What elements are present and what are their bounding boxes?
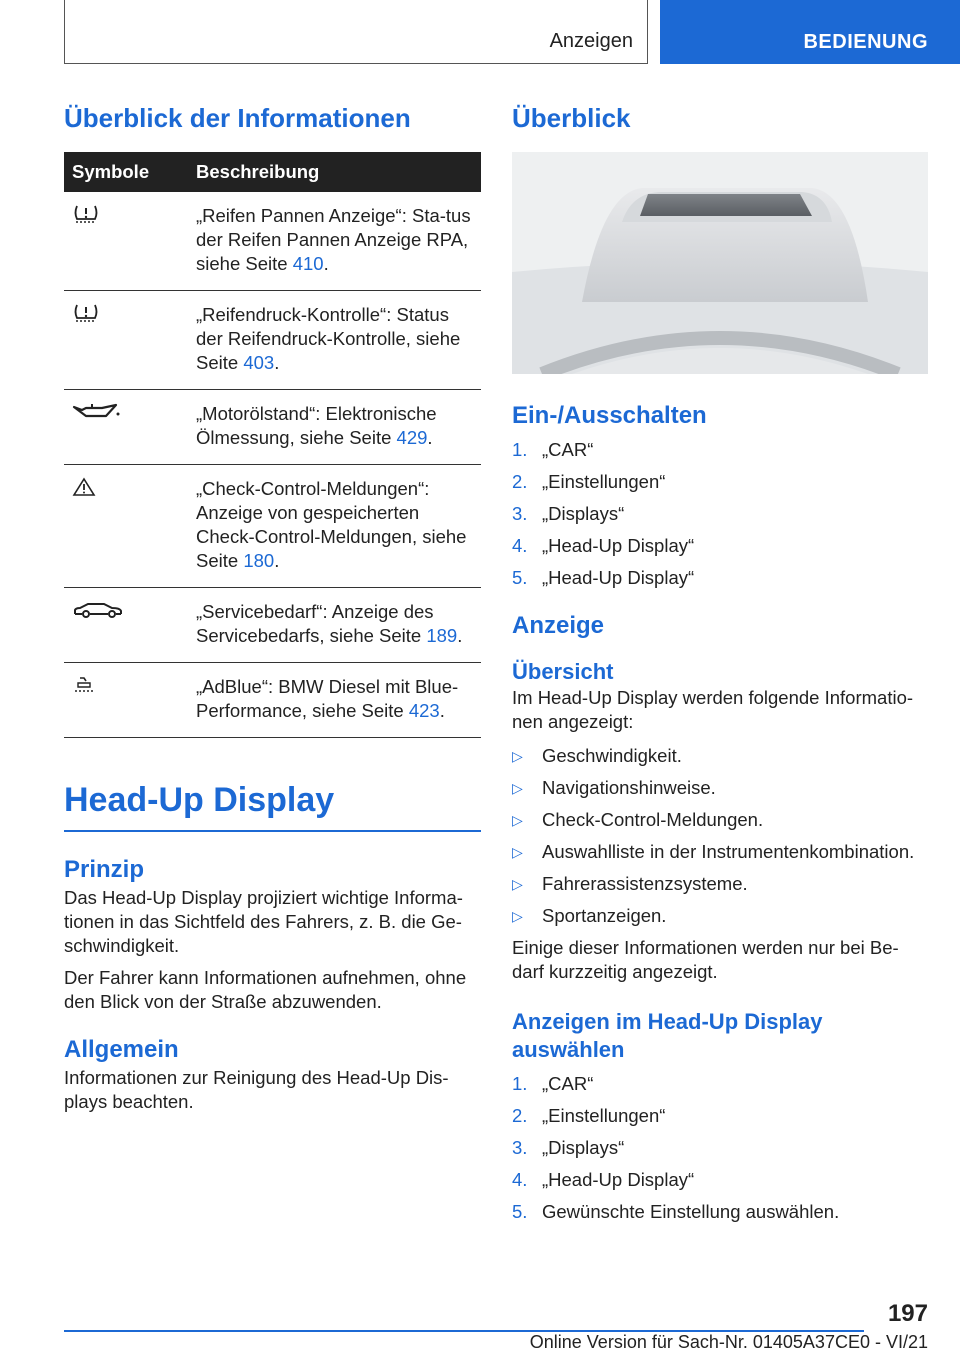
car-service-icon	[72, 600, 180, 620]
header-chapter-tab	[660, 0, 960, 64]
page-number: 197	[887, 1300, 928, 1327]
list-item: 4. „Head-Up Display“	[512, 1169, 695, 1190]
row-desc: „Reifen Pannen Anzeige“: Sta-tus der Reifen Pannen Anzeige RPA, siehe Seite	[196, 205, 471, 274]
list-item: 1. „CAR“	[512, 439, 594, 460]
step-text: „Displays“	[542, 1137, 625, 1158]
tire-pressure-icon	[72, 303, 180, 323]
page-link[interactable]: 180	[243, 550, 275, 571]
page-link[interactable]: 423	[408, 700, 440, 721]
item-text: Navigationshinweise.	[542, 777, 716, 798]
step-text: „Head-Up Display“	[542, 535, 695, 556]
row-end: .	[457, 625, 463, 646]
step-text: „Displays“	[542, 503, 625, 524]
uebersicht-intro: Im Head-Up Display werden folgende Informatio-nen angezeigt:	[512, 687, 914, 732]
header-chapter-label: BEDIENUNG	[803, 31, 928, 53]
list-item: 2. „Einstellungen“	[512, 1105, 666, 1126]
uebersicht-list	[512, 744, 928, 928]
symbols-table	[64, 152, 481, 738]
allgemein-paragraph: Informationen zur Reinigung des Head-Up Dis-plays beachten.	[64, 1067, 449, 1112]
row-desc: „Motorölstand“: Elektronische Ölmessung, siehe Seite	[196, 403, 437, 448]
row-desc: „Servicebedarf“: Anzeige des Servicebedarfs, siehe Seite	[196, 601, 434, 646]
list-item	[512, 904, 928, 928]
item-text: Fahrerassistenzsysteme.	[542, 873, 748, 894]
table-title: Überblick der Informationen	[64, 103, 411, 133]
page-link[interactable]: 410	[292, 253, 324, 274]
bullet-triangle-icon: ▷	[512, 748, 523, 764]
uebersicht-heading: Übersicht	[512, 659, 614, 684]
list-item	[512, 840, 928, 864]
list-item: 4. „Head-Up Display“	[512, 535, 695, 556]
bullet-triangle-icon: ▷	[512, 876, 523, 892]
list-item	[512, 872, 928, 896]
step-text: „CAR“	[542, 439, 594, 460]
oil-can-icon	[72, 402, 180, 422]
row-end: .	[323, 253, 329, 274]
hud-heading: Head-Up Display	[64, 776, 481, 832]
row-end: .	[427, 427, 433, 448]
left-column	[64, 100, 481, 1114]
table-row	[64, 291, 481, 390]
page-link[interactable]: 429	[396, 427, 428, 448]
table-row	[64, 663, 481, 738]
step-text: „CAR“	[542, 1073, 594, 1094]
list-item: 3. „Displays“	[512, 503, 625, 524]
prinzip-paragraph-1: Das Head-Up Display projiziert wichtige Informa-tionen in das Sichtfeld des Fahrers, z. B. die Ge-schwindigkeit.	[64, 887, 463, 956]
item-text: Geschwindigkeit.	[542, 745, 682, 766]
list-item: 5. Gewünschte Einstellung auswählen.	[512, 1201, 840, 1222]
ueberblick-heading: Überblick	[512, 103, 631, 133]
row-end: .	[439, 700, 445, 721]
list-item: 5. „Head-Up Display“	[512, 567, 695, 588]
table-row	[64, 390, 481, 465]
table-row	[64, 588, 481, 663]
select-steps	[512, 1072, 928, 1224]
item-text: Sportanzeigen.	[542, 905, 667, 926]
row-end: .	[274, 550, 280, 571]
list-item: 1. „CAR“	[512, 1073, 594, 1094]
bullet-triangle-icon: ▷	[512, 780, 523, 796]
page-link[interactable]: 403	[243, 352, 275, 373]
item-text: Check-Control-Meldungen.	[542, 809, 764, 830]
step-text: „Head-Up Display“	[542, 567, 695, 588]
row-desc: „Check-Control-Meldungen“: Anzeige von gespeicherten Check-Control-Meldungen, siehe Seite	[196, 478, 467, 571]
bullet-triangle-icon: ▷	[512, 812, 523, 828]
prinzip-paragraph-2: Der Fahrer kann Informationen aufnehmen, ohne den Blick von der Straße abzuwenden.	[64, 967, 467, 1012]
bullet-triangle-icon: ▷	[512, 908, 523, 924]
list-item: 2. „Einstellungen“	[512, 471, 666, 492]
table-row	[64, 465, 481, 588]
header-section-label: Anzeigen	[549, 30, 633, 52]
tire-pressure-icon	[72, 204, 180, 224]
uebersicht-note: Einige dieser Informationen werden nur bei Be-darf kurzzeitig angezeigt.	[512, 937, 899, 982]
warning-triangle-icon	[72, 477, 180, 497]
ein-aus-steps	[512, 438, 928, 590]
item-text: Auswahlliste in der Instrumentenkombination.	[542, 841, 915, 862]
row-desc: „AdBlue“: BMW Diesel mit Blue-Performance, siehe Seite	[196, 676, 459, 721]
step-text: „Einstellungen“	[542, 1105, 666, 1126]
step-text: „Einstellungen“	[542, 471, 666, 492]
header-section-box	[64, 0, 648, 64]
step-text: „Head-Up Display“	[542, 1169, 695, 1190]
step-text: Gewünschte Einstellung auswählen.	[542, 1201, 840, 1222]
adblue-icon	[72, 675, 180, 695]
ein-aus-heading: Ein-/Ausschalten	[512, 402, 707, 429]
select-heading: Anzeigen im Head-Up Display auswählen	[512, 1009, 823, 1062]
prinzip-heading: Prinzip	[64, 856, 145, 883]
row-end: .	[274, 352, 280, 373]
list-item: 3. „Displays“	[512, 1137, 625, 1158]
footer-text: Online Version für Sach-Nr. 01405A37CE0 - VI/21	[529, 1332, 928, 1352]
hud-photo	[512, 152, 928, 374]
bullet-triangle-icon: ▷	[512, 844, 523, 860]
page-link[interactable]: 189	[426, 625, 458, 646]
right-column	[512, 100, 928, 1232]
hud-photo-illustration	[512, 152, 928, 374]
allgemein-heading: Allgemein	[64, 1036, 179, 1063]
table-row	[64, 192, 481, 291]
row-desc: „Reifendruck-Kontrolle“: Status der Reifendruck-Kontrolle, siehe Seite	[196, 304, 461, 373]
table-header-symbols: Symbole	[64, 152, 188, 192]
list-item	[512, 744, 928, 768]
anzeige-heading: Anzeige	[512, 612, 605, 639]
list-item	[512, 808, 928, 832]
list-item	[512, 776, 928, 800]
table-header-description: Beschreibung	[188, 152, 481, 192]
